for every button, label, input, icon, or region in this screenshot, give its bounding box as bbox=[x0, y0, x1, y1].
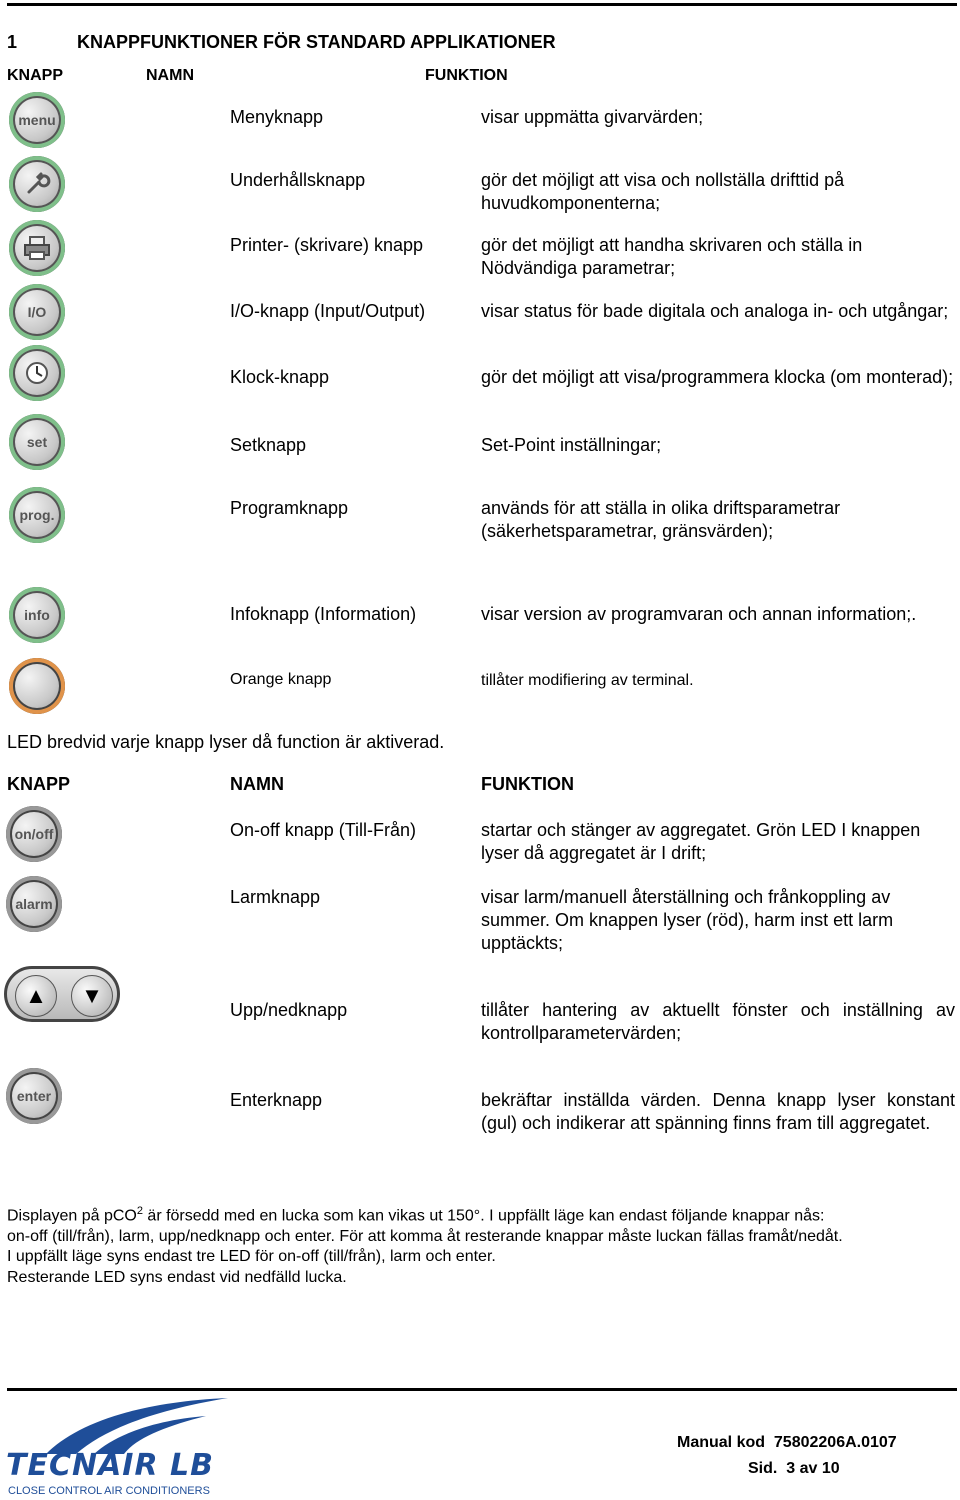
pco-note bbox=[7, 1201, 952, 1288]
header-namn: NAMN bbox=[146, 67, 194, 84]
row-function: visar status för bade digitala och analoga in- och utgångar; bbox=[481, 301, 949, 321]
row-function: gör det möjligt att handha skrivaren och ställa in Nödvändiga parametrar; bbox=[481, 235, 863, 278]
led-note: LED bredvid varje knapp lyser då function är aktiverad. bbox=[7, 732, 445, 752]
row-function: visar uppmätta givarvärden; bbox=[481, 107, 704, 127]
row-function: visar version av programvaran och annan information;. bbox=[481, 604, 917, 624]
enter-button-icon: enter bbox=[6, 1068, 62, 1124]
wrench-icon bbox=[9, 156, 65, 212]
row-name: Underhållsknapp bbox=[230, 170, 366, 190]
row-function: gör det möjligt att visa/programmera klocka (om monterad); bbox=[481, 367, 954, 387]
on-off-button-icon: on/off bbox=[6, 806, 62, 862]
row-name: Larmknapp bbox=[230, 887, 321, 907]
section-number: 1 bbox=[7, 32, 18, 52]
prog-button-icon: prog. bbox=[9, 487, 65, 543]
printer-icon bbox=[9, 220, 65, 276]
logo-brand: TECNAIR LB bbox=[6, 1448, 214, 1483]
row-name: Enterknapp bbox=[230, 1090, 323, 1110]
row-name: Upp/nedknapp bbox=[230, 1000, 348, 1020]
up-arrow-icon: ▲ bbox=[15, 975, 57, 1017]
row-function: bekräftar inställda värden. Denna knapp lyser konstant (gul) och indikerar att spänning finns fram till aggregatet. bbox=[481, 1090, 955, 1133]
row-name: Menyknapp bbox=[230, 107, 324, 127]
row-name: Klock-knapp bbox=[230, 367, 330, 387]
header-namn-2: NAMN bbox=[230, 774, 284, 794]
row-name: Printer- (skrivare) knapp bbox=[230, 235, 424, 255]
pco-note-line-1: Displayen på pCO$^2$ är försedd med en lucka som kan vikas ut 150°. I uppfällt läge kan endast följande knappar nås: bbox=[7, 1205, 825, 1225]
section-title: KNAPPFUNKTIONER FÖR STANDARD APPLIKATIONER bbox=[77, 32, 556, 52]
row-name: Programknapp bbox=[230, 498, 349, 518]
row-function: används för att ställa in olika driftsparametrar (säkerhetsparametrar, gränsvärden); bbox=[481, 498, 841, 541]
logo-tagline: CLOSE CONTROL AIR CONDITIONERS bbox=[8, 1485, 210, 1497]
row-function: startar och stänger av aggregatet. Grön LED I knappen lyser då aggregatet är I drift; bbox=[481, 820, 921, 863]
pco-note-line-3: I uppfällt läge syns endast tre LED för on-off (till/från), larm och enter. bbox=[7, 1248, 496, 1266]
row-name: On-off knapp (Till-Från) bbox=[230, 820, 417, 840]
down-arrow-icon: ▼ bbox=[71, 975, 113, 1017]
row-function: tillåter modifiering av terminal. bbox=[481, 672, 694, 689]
row-name: Infoknapp (Information) bbox=[230, 604, 417, 624]
io-button-icon: I/O bbox=[9, 284, 65, 340]
row-name: I/O-knapp (Input/Output) bbox=[230, 301, 426, 321]
menu-button-icon: menu bbox=[9, 92, 65, 148]
header-funktion-2: FUNKTION bbox=[481, 774, 574, 794]
top-rule bbox=[7, 3, 957, 6]
bottom-rule bbox=[7, 1388, 957, 1391]
row-name: Setknapp bbox=[230, 435, 307, 455]
row-function: gör det möjligt att visa och nollställa drifttid på huvudkomponenterna; bbox=[481, 170, 845, 213]
row-function: Set-Point inställningar; bbox=[481, 435, 662, 455]
pco-note-line-4: Resterande LED syns endast vid nedfälld lucka. bbox=[7, 1268, 347, 1286]
pco-note-line-2: on-off (till/från), larm, upp/nedknapp och enter. För att komma åt resterande knappar måste luckan fällas framåt/nedåt. bbox=[7, 1227, 843, 1245]
alarm-button-icon: alarm bbox=[6, 876, 62, 932]
manual-code: Manual kod 75802206A.0107 bbox=[677, 1434, 897, 1451]
set-button-icon: set bbox=[9, 414, 65, 470]
logo-swoosh-icon bbox=[6, 1394, 236, 1456]
row-function: visar larm/manuell återställning och frånkoppling av summer. Om knappen lyser (röd), harm inst ett larm upptäckts; bbox=[481, 887, 894, 953]
row-name: Orange knapp bbox=[230, 671, 332, 688]
clock-icon bbox=[9, 345, 65, 401]
up-down-button-icon bbox=[4, 966, 120, 1022]
info-button-icon: info bbox=[9, 587, 65, 643]
company-logo bbox=[6, 1394, 236, 1498]
orange-button-icon bbox=[9, 658, 65, 714]
row-function: tillåter hantering av aktuellt fönster och inställning av kontrollparametervärden; bbox=[481, 1000, 955, 1043]
header-funktion: FUNKTION bbox=[425, 67, 508, 84]
page-number: Sid. 3 av 10 bbox=[748, 1460, 840, 1477]
header-knapp: KNAPP bbox=[7, 67, 64, 84]
header-knapp-2: KNAPP bbox=[7, 774, 71, 794]
